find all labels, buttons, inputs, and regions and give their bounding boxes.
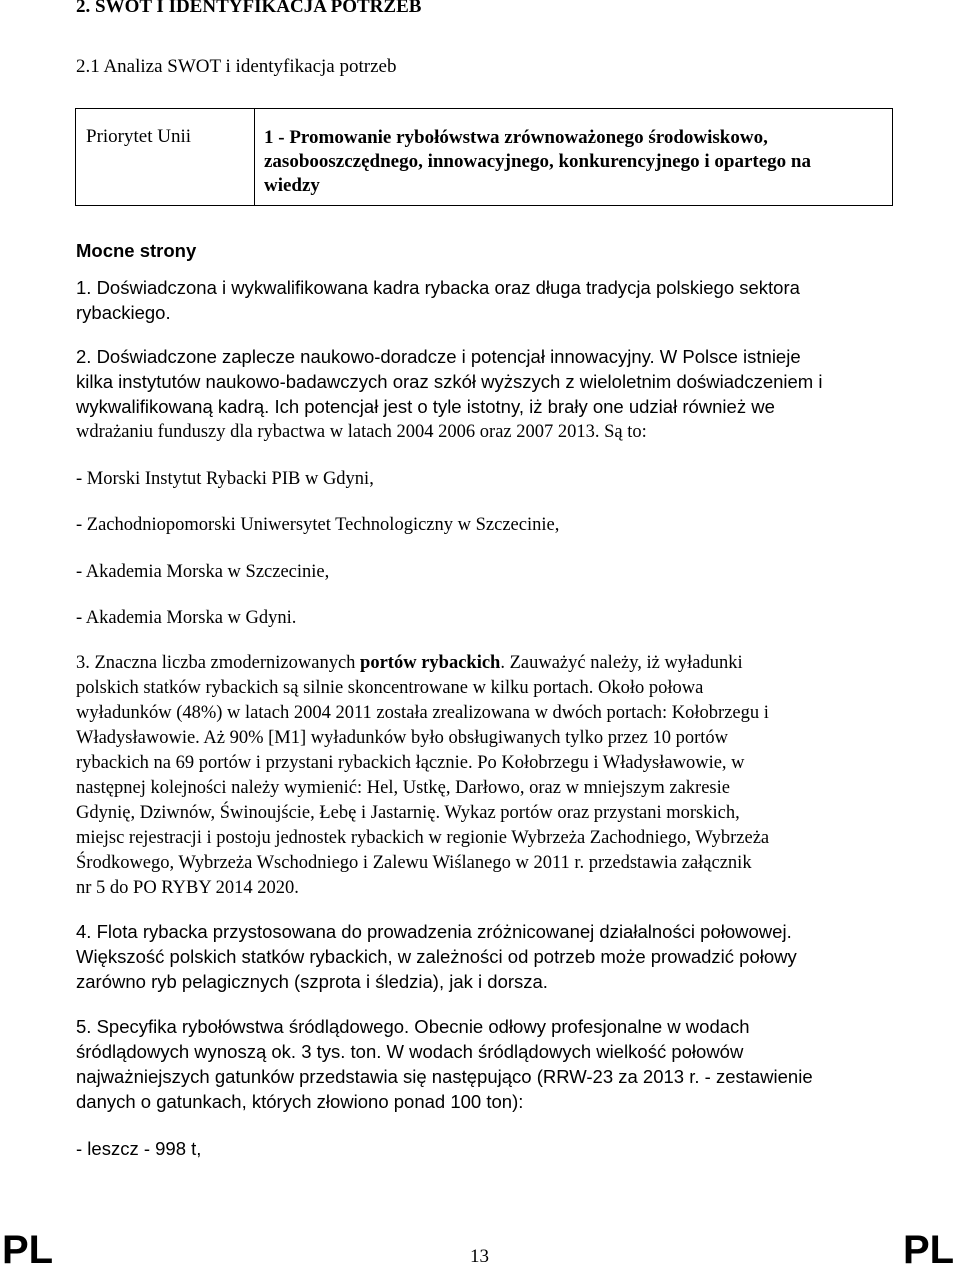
p3-first-line — [76, 651, 743, 675]
p3-line: Środkowego, Wybrzeża Wschodniego i Zalewu Wiślanego w 2011 r. przedstawia załącznik — [76, 853, 752, 873]
subsection-title: 2.1 Analiza SWOT i identyfikacja potrzeb — [76, 56, 397, 77]
priority-table — [75, 108, 893, 206]
priority-value-line: 1 - Promowanie rybołówstwa zrównoważonego środowiskowo, — [264, 127, 768, 148]
p3-line: miejsc rejestracji i postoju jednostek rybackich w regionie Wybrzeża Zachodniego, Wybrzeża — [76, 828, 770, 848]
p3-line: Władysławowie. Aż 90% [M1] wyładunków było obsługiwanych tylko przez 10 portów — [76, 728, 728, 748]
table-divider — [254, 109, 255, 205]
p2-line: kilka instytutów naukowo-badawczych oraz szkół wyższych z wieloletnim doświadczeniem i — [76, 371, 823, 392]
p1-line: rybackiego. — [76, 302, 171, 323]
p1-line: 1. Doświadczona i wykwalifikowana kadra rybacka oraz długa tradycja polskiego sektora — [76, 277, 800, 298]
p4-line: Większość polskich statków rybackich, w zależności od potrzeb może prowadzić połowy — [76, 946, 797, 967]
p3-line: nr 5 do PO RYBY 2014 2020. — [76, 878, 299, 898]
p2-line: wykwalifikowaną kadrą. Ich potencjał jest o tyle istotny, iż brały one udział również we — [76, 396, 775, 417]
priority-value — [264, 126, 884, 198]
p2-line: 2. Doświadczone zaplecze naukowo-doradcze i potencjał innowacyjny. W Polsce istnieje — [76, 346, 801, 367]
p3-line: polskich statków rybackich są silnie skoncentrowane w kilku portach. Około połowa — [76, 678, 704, 698]
p3-bold-phrase: portów rybackich — [360, 653, 501, 673]
footer-right-pl: PL — [903, 1228, 955, 1272]
priority-value-line: wiedzy — [264, 175, 320, 196]
strengths-heading: Mocne strony — [76, 240, 197, 261]
priority-label: Priorytet Unii — [86, 126, 192, 147]
section-title: 2. SWOT I IDENTYFIKACJA POTRZEB — [76, 0, 422, 17]
p3-line: wyładunków (48%) w latach 2004 2011 została zrealizowana w dwóch portach: Kołobrzegu i — [76, 703, 769, 723]
p3-suffix: . Zauważyć należy, iż wyładunki — [500, 653, 743, 673]
p5-line: danych o gatunkach, których złowiono ponad 100 ton): — [76, 1091, 524, 1112]
institution-item: - Akademia Morska w Gdyni. — [76, 608, 297, 628]
institution-item: - Morski Instytut Rybacki PIB w Gdyni, — [76, 469, 374, 489]
p3-line: rybackich na 69 portów i przystani rybackich łącznie. Po Kołobrzegu i Władysławowie, w — [76, 753, 745, 773]
priority-value-line: zasobooszczędnego, innowacyjnego, konkurencyjnego i opartego na — [264, 151, 811, 172]
p5-line: najważniejszych gatunków przedstawia się następująco (RRW-23 za 2013 r. - zestawienie — [76, 1066, 813, 1087]
footer-left-pl: PL — [2, 1228, 54, 1272]
p4-line: zarówno ryb pelagicznych (szprota i śledzia), jak i dorsza. — [76, 971, 548, 992]
p3-line: następnej kolejności należy wymienić: Hel, Ustkę, Darłowo, oraz w mniejszym zakresie — [76, 778, 730, 798]
institution-item: - Zachodniopomorski Uniwersytet Technologiczny w Szczecinie, — [76, 515, 560, 535]
p3-line: Gdynię, Dziwnów, Świnoujście, Łebę i Jastarnię. Wykaz portów oraz przystani morskich, — [76, 803, 740, 823]
page-number: 13 — [470, 1246, 489, 1267]
institution-item: - Akademia Morska w Szczecinie, — [76, 562, 330, 582]
p4-line: 4. Flota rybacka przystosowana do prowadzenia zróżnicowanej działalności połowowej. — [76, 921, 792, 942]
p3-prefix: 3. Znaczna liczba zmodernizowanych — [76, 653, 361, 673]
p2-line: wdrażaniu funduszy dla rybactwa w latach 2004 2006 oraz 2007 2013. Są to: — [76, 422, 647, 442]
p5-line: 5. Specyfika rybołówstwa śródlądowego. Obecnie odłowy profesjonalne w wodach — [76, 1016, 750, 1037]
p5-line: śródlądowych wynoszą ok. 3 tys. ton. W wodach śródlądowych wielkość połowów — [76, 1041, 744, 1062]
list-item: - leszcz - 998 t, — [76, 1138, 202, 1159]
